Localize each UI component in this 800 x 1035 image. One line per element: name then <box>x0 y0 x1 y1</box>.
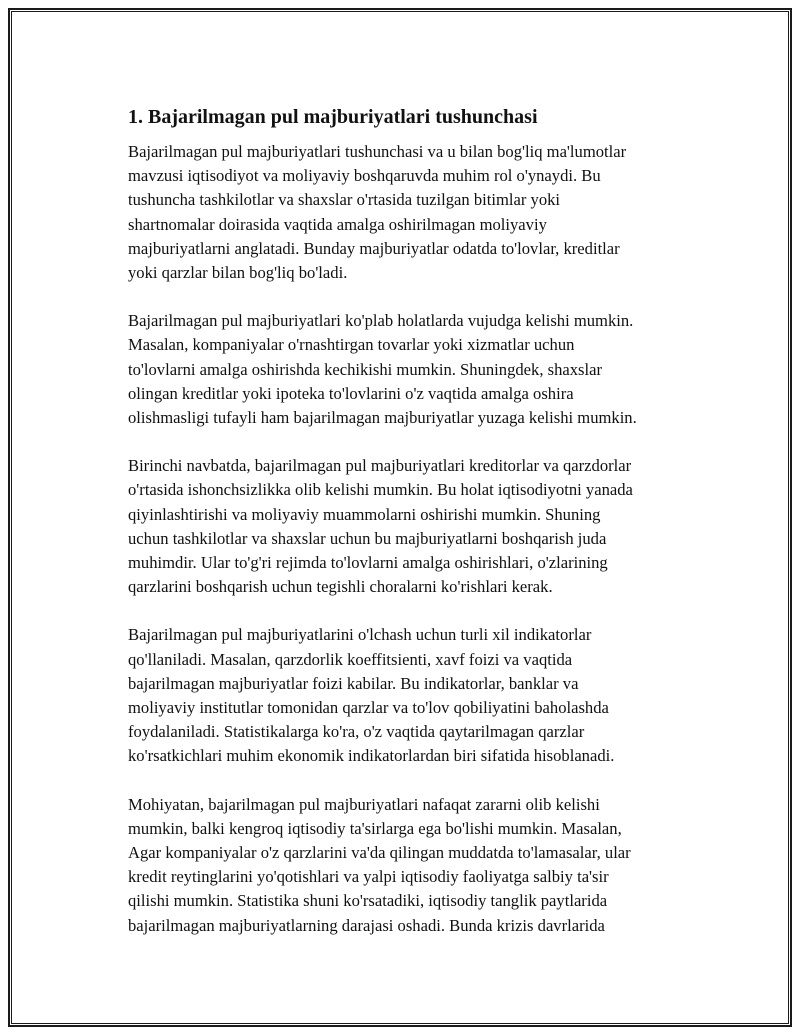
text-line: muhimdir. Ular to'g'ri rejimda to'lovlarni amalga oshirishlari, o'zlarining <box>128 553 608 573</box>
text-line: Birinchi navbatda, bajarilmagan pul majburiyatlari kreditorlar va qarzdorlar <box>128 456 632 476</box>
text-line: kredit reytinglarini yo'qotishlari va yalpi iqtisodiy faoliyatga salbiy ta'sir <box>128 867 609 887</box>
paragraph-1 <box>128 140 698 285</box>
text-line: Bajarilmagan pul majburiyatlari ko'plab holatlarda vujudga kelishi mumkin. <box>128 311 634 331</box>
document-body <box>128 104 698 962</box>
paragraph-4 <box>128 623 698 768</box>
text-line: uchun tashkilotlar va shaxslar uchun bu majburiyatlarni boshqarish juda <box>128 528 607 548</box>
text-line: shartnomalar doirasida vaqtida amalga oshirilmagan moliyaviy <box>128 214 547 234</box>
text-line: Bajarilmagan pul majburiyatlarini o'lchash uchun turli xil indikatorlar <box>128 625 592 645</box>
text-line: Agar kompaniyalar o'z qarzlarini va'da qilingan muddatda to'lamasalar, ular <box>128 843 631 863</box>
text-line: qilishi mumkin. Statistika shuni ko'rsatadiki, iqtisodiy tanglik paytlarida <box>128 891 608 911</box>
text-line: to'lovlarni amalga oshirishda kechikishi mumkin. Shuningdek, shaxslar <box>128 359 602 379</box>
text-line: olingan kreditlar yoki ipoteka to'lovlarini o'z vaqtida amalga oshira <box>128 383 574 403</box>
text-line: mumkin, balki kengroq iqtisodiy ta'sirlarga ega bo'lishi mumkin. Masalan, <box>128 818 622 838</box>
text-line: yoki qarzlar bilan bog'liq bo'ladi. <box>128 263 348 283</box>
text-line: Mohiyatan, bajarilmagan pul majburiyatlari nafaqat zararni olib kelishi <box>128 794 600 814</box>
text-line: o'rtasida ishonchsizlikka olib kelishi mumkin. Bu holat iqtisodiyotni yanada <box>128 480 633 500</box>
page-frame <box>8 8 792 1027</box>
text-line: bajarilmagan majburiyatlar foizi kabilar. Bu indikatorlar, banklar va <box>128 673 579 693</box>
text-line: foydalaniladi. Statistikalarga ko'ra, o'z vaqtida qaytarilmagan qarzlar <box>128 722 585 742</box>
text-line: ko'rsatkichlari muhim ekonomik indikatorlardan biri sifatida hisoblanadi. <box>128 746 615 766</box>
text-line: tushuncha tashkilotlar va shaxslar o'rtasida tuzilgan bitimlar yoki <box>128 190 561 210</box>
section-heading: 1. Bajarilmagan pul majburiyatlari tushunchasi <box>128 106 538 128</box>
text-line: Masalan, kompaniyalar o'rnashtirgan tovarlar yoki xizmatlar uchun <box>128 335 575 355</box>
text-line: mavzusi iqtisodiyot va moliyaviy boshqaruvda muhim rol o'ynaydi. Bu <box>128 166 601 186</box>
paragraph-5 <box>128 793 698 938</box>
text-line: majburiyatlarni anglatadi. Bunday majburiyatlar odatda to'lovlar, kreditlar <box>128 238 620 258</box>
text-line: bajarilmagan majburiyatlarning darajasi oshadi. Bunda krizis davrlarida <box>128 915 605 935</box>
text-line: Bajarilmagan pul majburiyatlari tushunchasi va u bilan bog'liq ma'lumotlar <box>128 142 627 161</box>
text-line: qiyinlashtirishi va moliyaviy muammolarni oshirishi mumkin. Shuning <box>128 504 601 524</box>
text-line: qo'llaniladi. Masalan, qarzdorlik koeffitsienti, xavf foizi va vaqtida <box>128 649 573 669</box>
text-line: olishmasligi tufayli ham bajarilmagan majburiyatlar yuzaga kelishi mumkin. <box>128 408 637 428</box>
text-line: moliyaviy institutlar tomonidan qarzlar va to'lov qobiliyatini baholashda <box>128 698 609 718</box>
text-line: qarzlarini boshqarish uchun tegishli choralarni ko'rishlari kerak. <box>128 577 553 597</box>
paragraph-3 <box>128 454 698 599</box>
paragraph-2 <box>128 309 698 430</box>
